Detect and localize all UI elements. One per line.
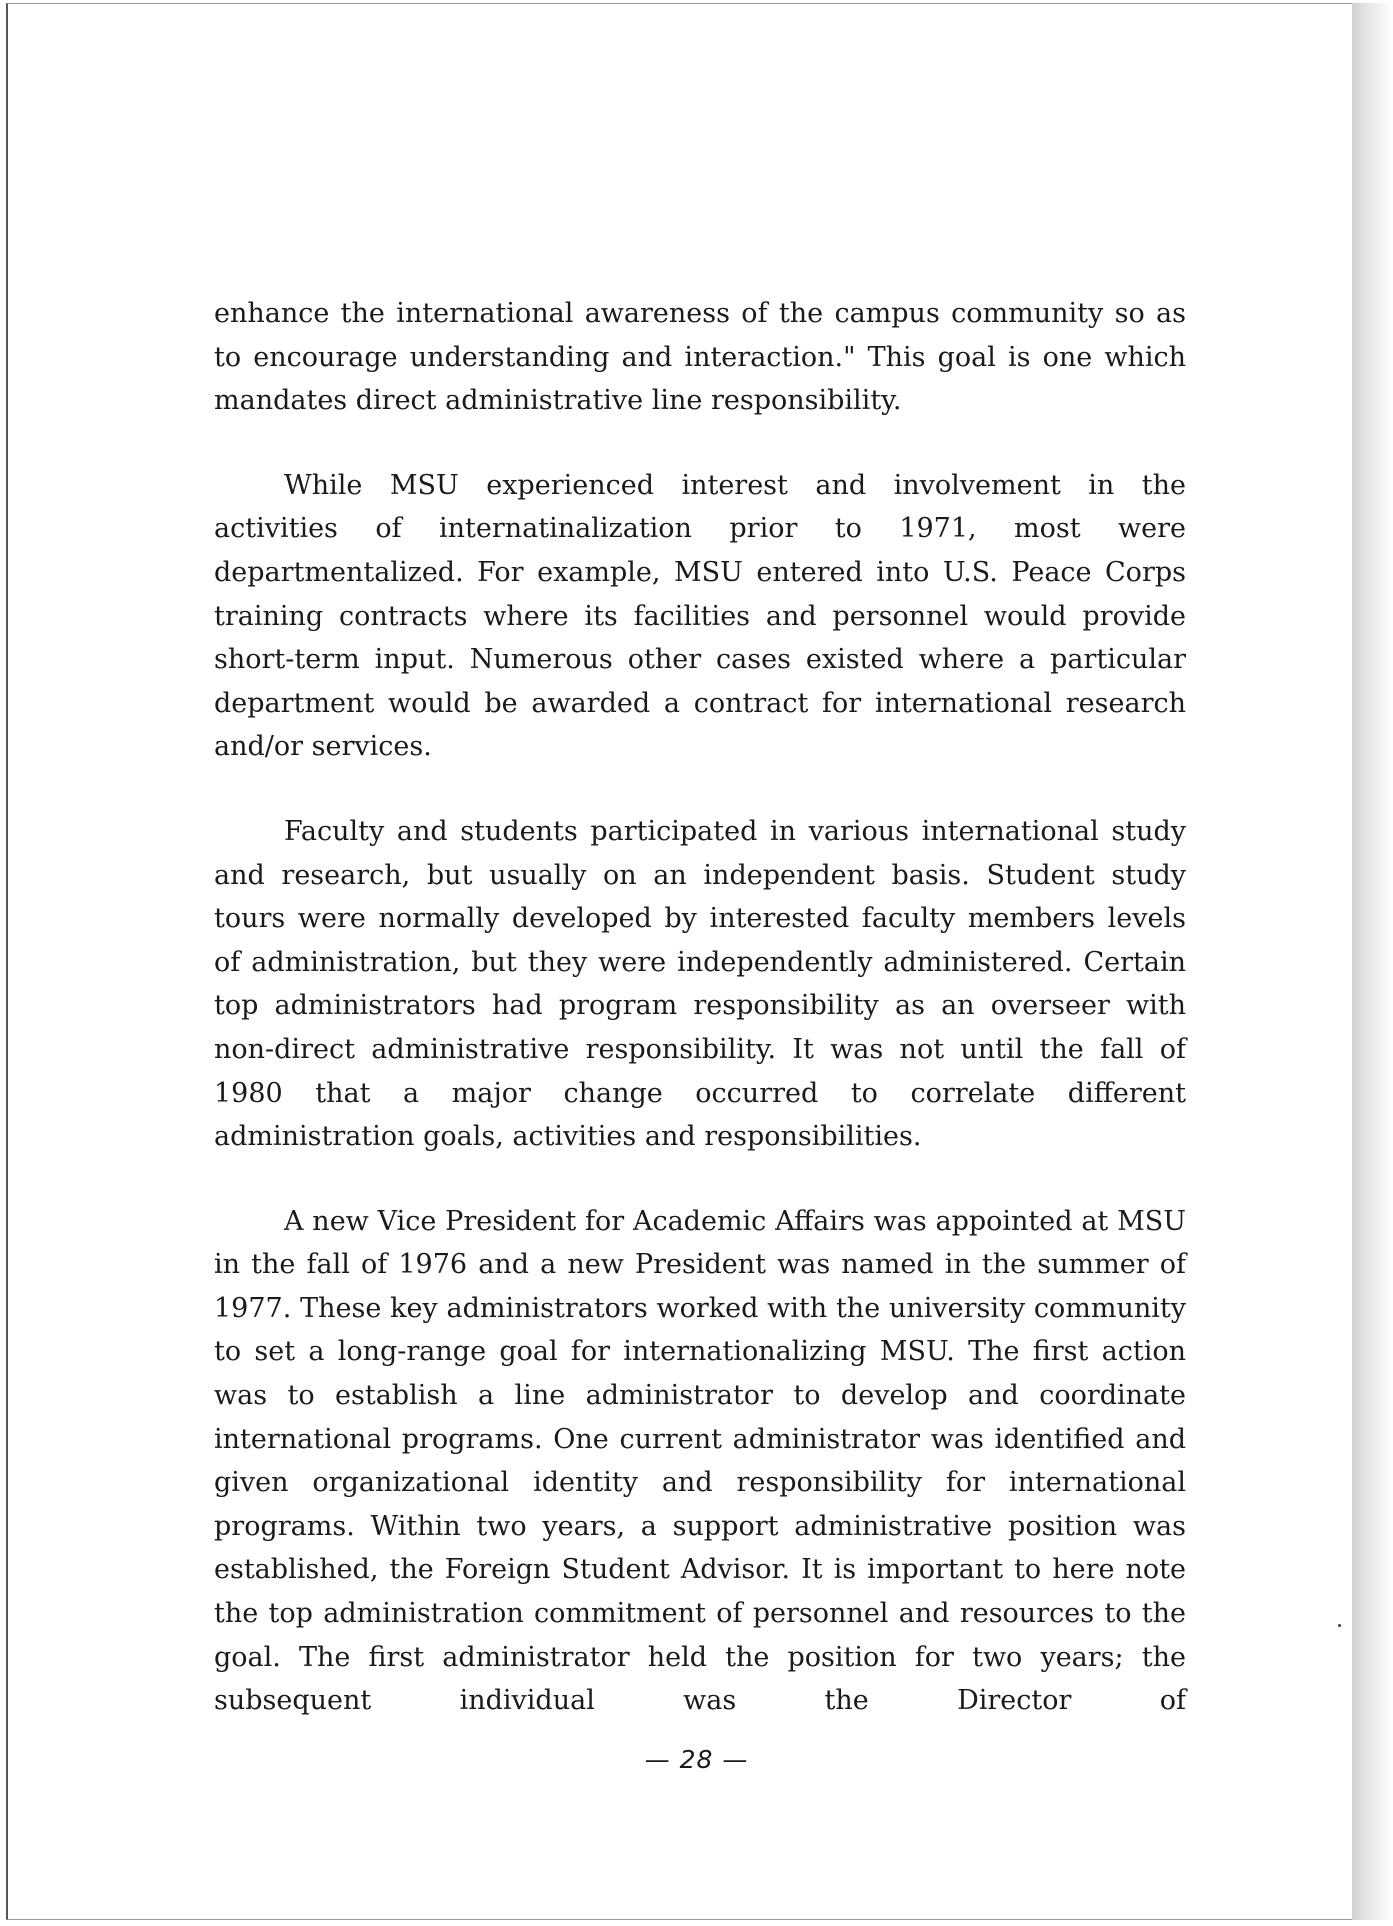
- paragraph-new-administration: A new Vice President for Academic Affairs was appointed at MSU in the fall of 1976 and a new President was named in the summer of 1977. These key administrators worked with the university community to set a long-range goal for internationalizing MSU. The first action was to establish a line administrator to develop and coordinate international programs. One current administrator was identified and given organizational identity and responsibility for international programs. Within two years, a support administrative position was established, the Foreign Student Advisor. It is important to here note the top administration commitment of personnel and resources to the goal. The first administrator held the position for two years; the subsequent individual was the Director of: [214, 1205, 1186, 1717]
- page-number: — 28 —: [644, 1745, 749, 1774]
- paragraph-continuation: enhance the international awareness of the campus community so as to encourage understanding and interaction." This goal is one which mandates direct administrative line responsibility.: [214, 298, 1186, 417]
- document-body: [214, 292, 1186, 1723]
- paragraph-faculty-students: Faculty and students participated in various international study and research, but usually on an independent basis. Student study tours were normally developed by interested faculty members levels of administration, but they were independently administered. Certain top administrators had program responsibility as an overseer with non-direct administrative responsibility. It was not until the fall of 1980 that a major change occurred to correlate different administration goals, activities and responsibilities.: [214, 815, 1186, 1153]
- paragraph-msu-activities: While MSU experienced interest and involvement in the activities of internatinalization prior to 1971, most were departmentalized. For example, MSU entered into U.S. Peace Corps training contracts where its facilities and personnel would provide short-term input. Numerous other cases existed where a particular department would be awarded a contract for international research and/or services.: [214, 469, 1186, 763]
- scan-speck: [1338, 1624, 1341, 1627]
- page-edge-shadow: [1352, 3, 1393, 1920]
